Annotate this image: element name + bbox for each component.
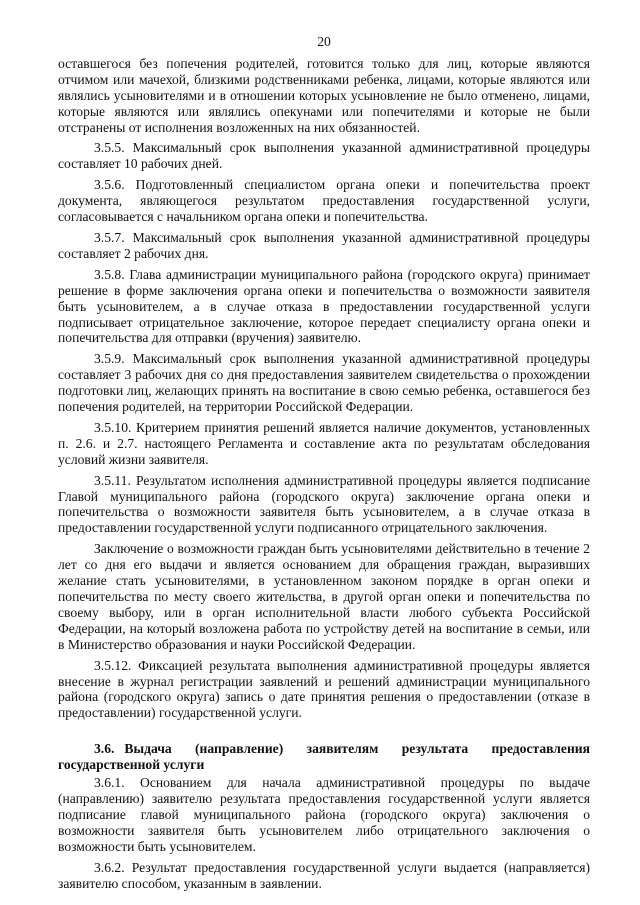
paragraph-3-5-7: 3.5.7. Максимальный срок выполнения указанной административной процедуры составляет 2 рабочих дня. [58, 229, 590, 261]
section-title: Выдача (направление) заявителям результата предоставления государственной услуги [58, 741, 590, 773]
paragraph-3-6-2: 3.6.2. Результат предоставления государственной услуги выдается (направляется) заявителю способом, указанным в заявлении. [58, 859, 590, 891]
paragraph-3-5-5: 3.5.5. Максимальный срок выполнения указанной административной процедуры составляет 10 рабочих дней. [58, 140, 590, 172]
paragraph-3-6-1: 3.6.1. Основанием для начала административной процедуры по выдаче (направлению) заявителю результата предоставления государственной услуги является подписание главой муниципального района (городского округа) заключения о возможности заявителя быть усыновителем либо отрицательного заключения о возможности быть усыновителем. [58, 775, 590, 854]
paragraph-continued: оставшегося без попечения родителей, готовится только для лиц, которые являются отчимом или мачехой, близкими родственниками ребенка, лицами, которые являются или являлись усыновителями и в отношении которых усыновление не было отменено, лицами, которые являются или являлись опекунами или попечителями и которые не были отстранены от исполнения возложенных на них обязанностей. [58, 55, 590, 135]
page-number: 20 [317, 34, 331, 49]
paragraph-conclusion-validity: Заключение о возможности граждан быть усыновителями действительно в течение 2 лет со дня его выдачи и является основанием для обращения граждан, выразивших желание стать усыновителями, в установленном законом порядке в орган опеки и попечительства по месту своего жительства, в другой орган опеки и попечительства по своему выбору, или в орган исполнительной власти любого субъекта Российской Федерации, на который возложена работа по устройству детей на воспитание в семьи, или в Министерство образования и науки Российской Федерации. [58, 541, 590, 652]
paragraph-3-5-6: 3.5.6. Подготовленный специалистом органа опеки и попечительства проект документа, являющегося результатом предоставления государственной услуги, согласовывается с начальником органа опеки и попечительства. [58, 177, 590, 225]
paragraph-3-5-11: 3.5.11. Результатом исполнения административной процедуры является подписание Главой муниципального района (городского округа) заключение органа опеки и попечительства о возможности заявителя быть усыновителем, а в случае отказа в предоставлении государственной услуги подписанного отрицательного заключения. [58, 472, 590, 536]
document-page [58, 34, 590, 896]
paragraph-3-5-10: 3.5.10. Критерием принятия решений является наличие документов, установленных п. 2.6. и 2.7. настоящего Регламента и составление акта по результатам обследования условий жизни заявителя. [58, 419, 590, 467]
paragraph-3-5-8: 3.5.8. Глава администрации муниципального района (городского округа) принимает решение в форме заключения органа опеки и попечительства о возможности заявителя быть усыновителем, а в случае отказа в предоставлении государственной услуги подписывает отрицательное заключение, которое передает специалисту органа опеки и попечительства для отправки (вручения) заявителю. [58, 266, 590, 346]
section-number: 3.6. [94, 741, 115, 757]
paragraph-3-5-9: 3.5.9. Максимальный срок выполнения указанной административной процедуры составляет 3 рабочих дня со дня предоставления заявителем свидетельства о прохождении подготовки лиц, желающих принять на воспитание в свою семью ребенка, оставшегося без попечения родителей, на территории Российской Федерации. [58, 351, 590, 415]
paragraph-3-5-12: 3.5.12. Фиксацией результата выполнения административной процедуры является внесение в журнал регистрации заявлений и решений администрации муниципального района (городского округа) запись о дате принятия решения о предоставлении (отказе в предоставлении) государственной услуги. [58, 657, 590, 721]
section-heading-3-6 [58, 741, 590, 773]
